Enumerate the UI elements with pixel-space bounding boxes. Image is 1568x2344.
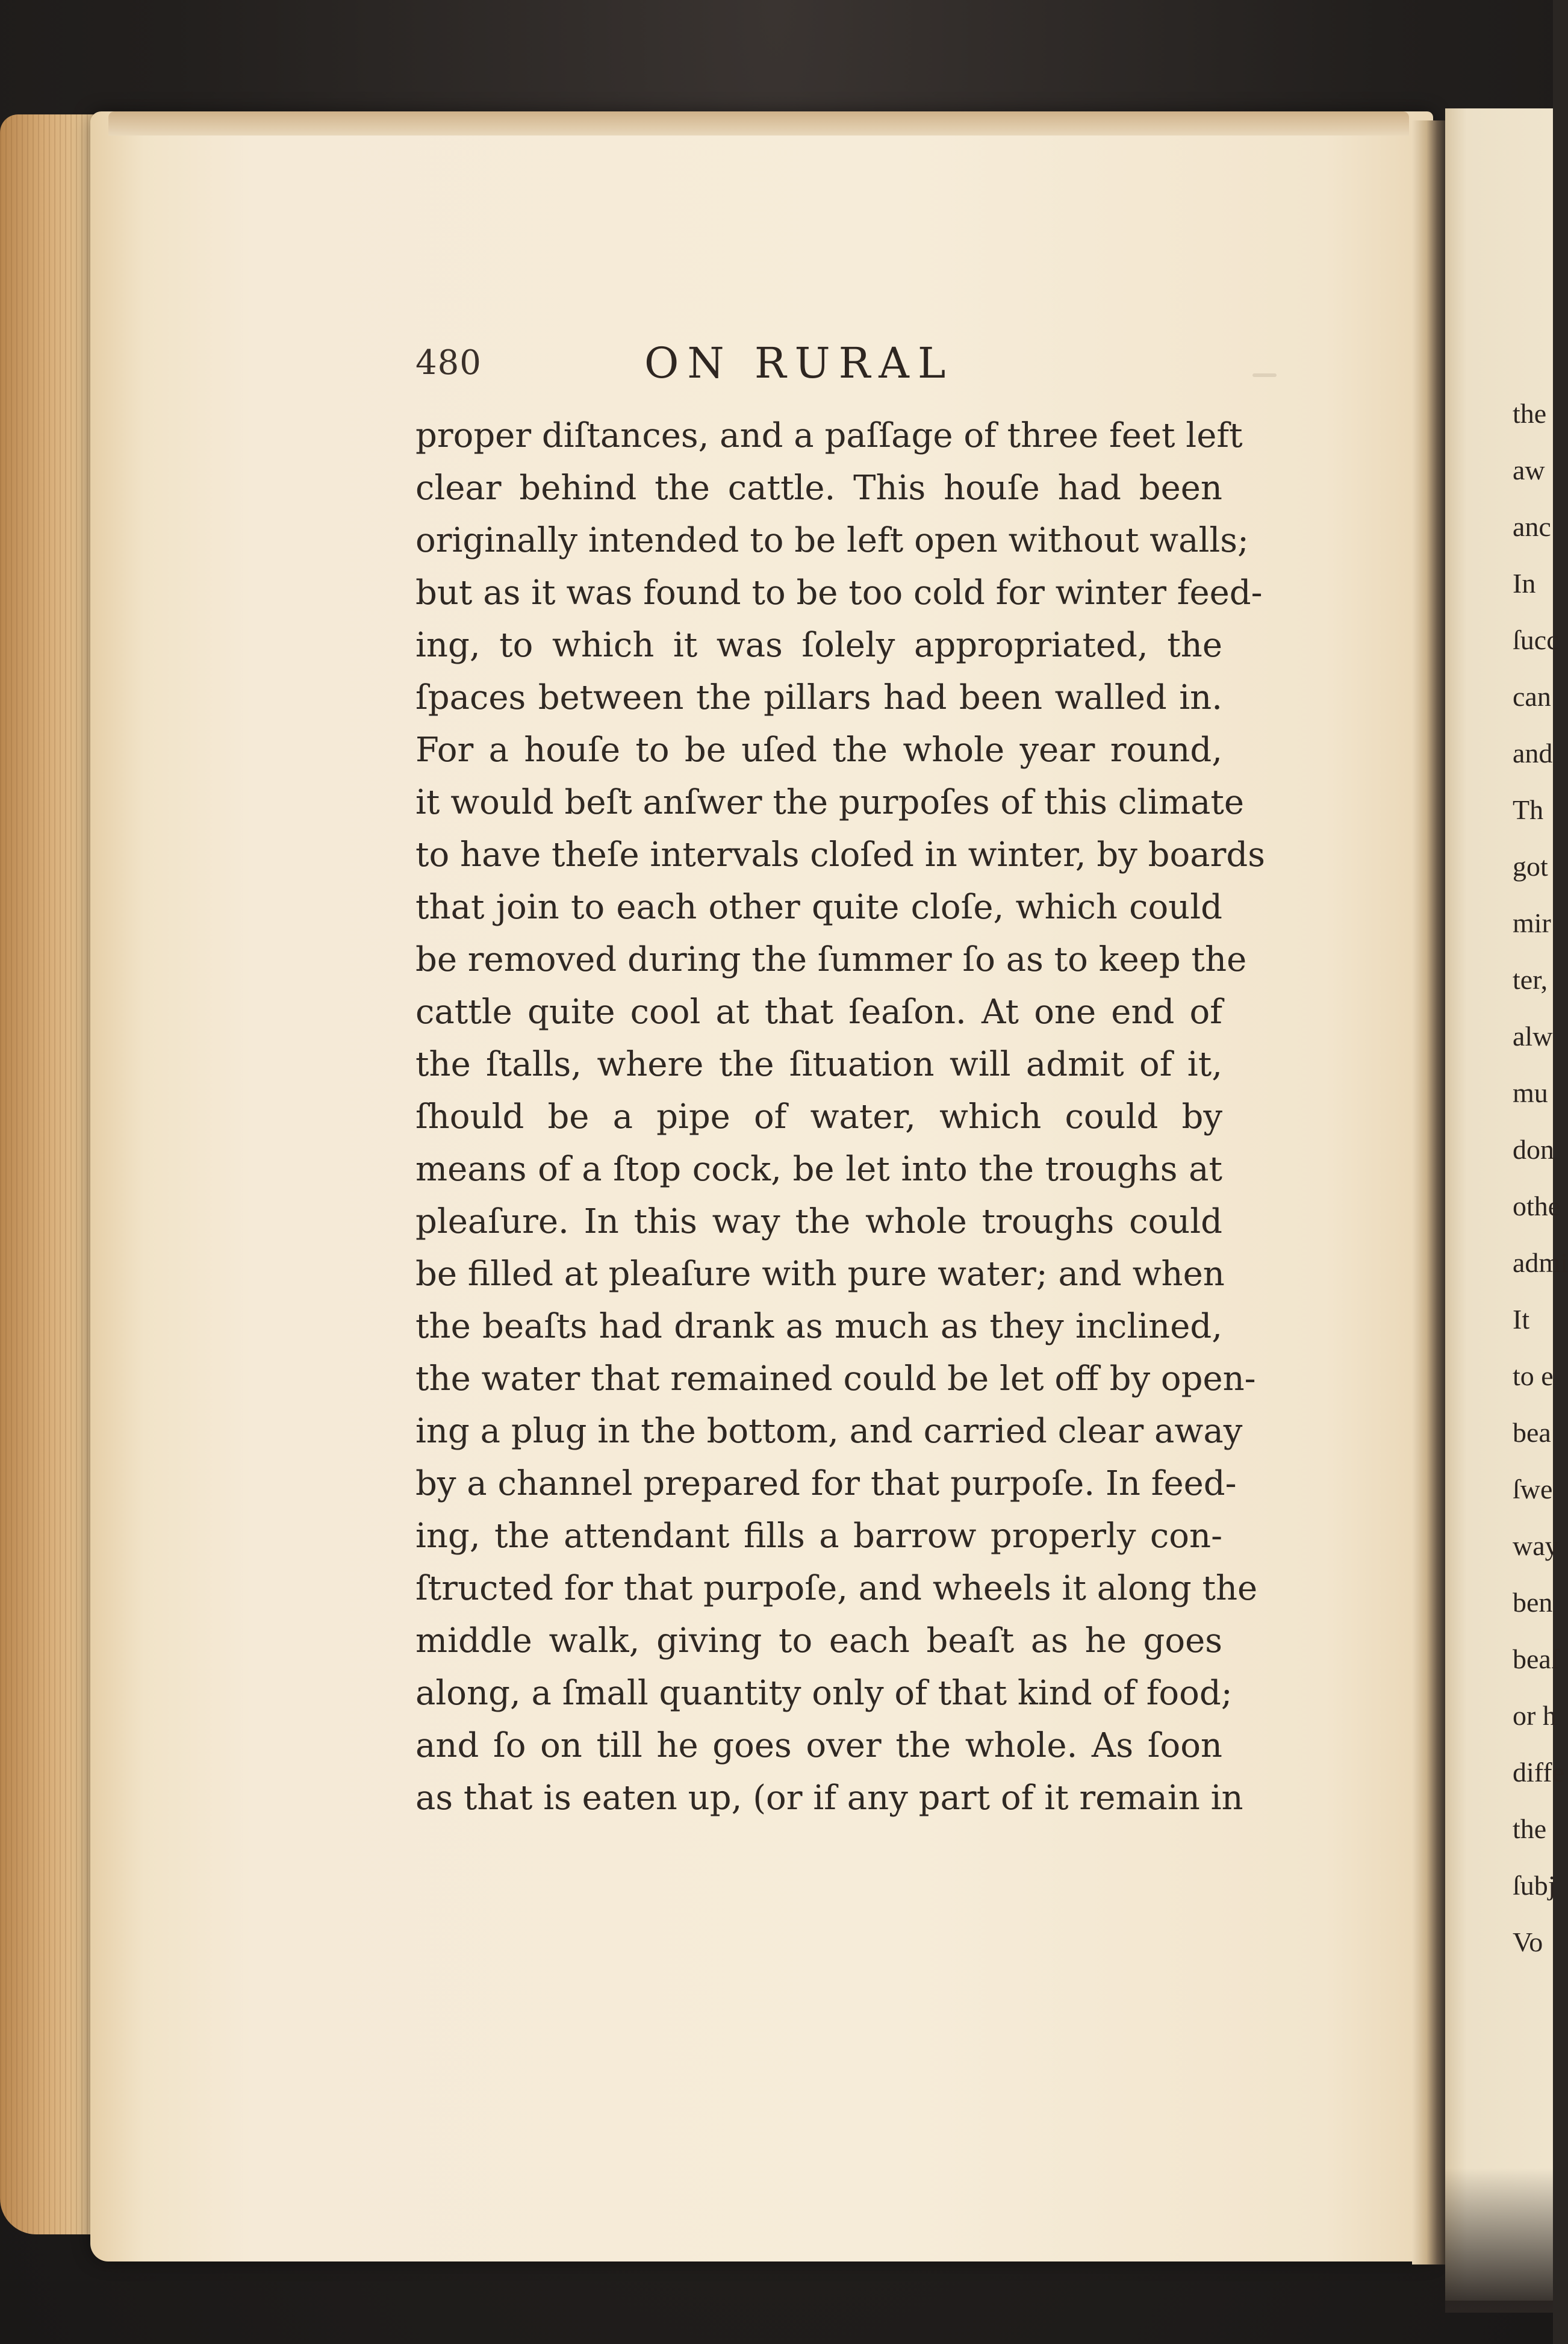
page-number: 480 (415, 343, 482, 382)
text-line: clear behind the cattle. This houſe had been (415, 469, 1222, 508)
page-header (415, 338, 1246, 397)
text-line: along, a ſmall quantity only of that kind of food; (415, 1674, 1233, 1713)
text-line: be filled at pleaſure with pure water; and when (415, 1255, 1225, 1294)
facing-fragment: Th (1513, 794, 1544, 825)
facing-fragment: got (1513, 851, 1548, 882)
facing-fragment: mu (1513, 1077, 1548, 1108)
text-line: ing a plug in the bottom, and carried clear away (415, 1412, 1243, 1451)
text-line: and ſo on till he goes over the whole. As ſoon (415, 1726, 1222, 1765)
book-gutter (1412, 120, 1448, 2265)
text-line: originally intended to be left open without walls; (415, 521, 1249, 560)
text-line: ing, the attendant fills a barrow properly con- (415, 1516, 1222, 1556)
ink-mark (1252, 373, 1277, 377)
facing-fragment: beaſ (1513, 1644, 1559, 1674)
text-line: proper diſtances, and a paſſage of three feet left (415, 416, 1243, 455)
facing-fragment: bea (1513, 1417, 1551, 1448)
facing-fragment: admi (1513, 1247, 1568, 1278)
facing-fragment: mir (1513, 908, 1551, 938)
text-line: ſpaces between the pillars had been walled in. (415, 678, 1222, 717)
facing-fragment: anc (1513, 511, 1551, 542)
facing-fragment: and (1513, 738, 1553, 768)
facing-fragment: aw (1513, 455, 1545, 485)
facing-fragment: alw (1513, 1021, 1553, 1052)
text-line: by a channel prepared for that purpoſe. In feed- (415, 1464, 1237, 1503)
facing-fragment: the (1513, 1813, 1547, 1844)
text-line: as that is eaten up, (or if any part of it remain in (415, 1778, 1243, 1818)
facing-fragment: Vo (1513, 1927, 1543, 1957)
page-top-edge (108, 111, 1409, 136)
text-line: be removed during the ſummer ſo as to keep the (415, 940, 1247, 979)
text-line: pleaſure. In this way the whole troughs could (415, 1202, 1222, 1241)
facing-fragment: ſubj (1513, 1870, 1556, 1901)
text-line: ing, to which it was ſolely appropriated, the (415, 626, 1222, 665)
text-line: the ſtalls, where the ſituation will admit of it, (415, 1045, 1222, 1084)
facing-fragment: ben (1513, 1587, 1553, 1618)
facing-fragment: way (1513, 1530, 1559, 1561)
text-line: the water that remained could be let off by open- (415, 1359, 1256, 1398)
text-line: middle walk, giving to each beaſt as he goes (415, 1621, 1222, 1660)
text-line: For a houſe to be uſed the whole year round, (415, 731, 1222, 770)
running-title: ON RURAL (644, 338, 954, 388)
text-line: to have theſe intervals cloſed in winter, by boards (415, 835, 1265, 874)
text-line: means of a ſtop cock, be let into the troughs at (415, 1150, 1222, 1189)
facing-fragment: the (1513, 398, 1547, 429)
facing-fragment: It (1513, 1304, 1530, 1335)
facing-fragment: diffe (1513, 1757, 1565, 1788)
text-line: that join to each other quite cloſe, which could (415, 888, 1222, 927)
text-line: cattle quite cool at that ſeaſon. At one end of (415, 993, 1222, 1032)
body-text (415, 410, 1265, 1824)
facing-fragment: ter, (1513, 964, 1548, 995)
facing-page-shadow (1445, 2168, 1553, 2313)
facing-fragment: or h (1513, 1700, 1557, 1731)
text-line: but as it was found to be too cold for winter feed- (415, 573, 1263, 612)
facing-fragment: don (1513, 1134, 1554, 1165)
facing-fragment: ſwe (1513, 1474, 1553, 1504)
text-line: it would beſt anſwer the purpoſes of this climate (415, 783, 1245, 822)
facing-page-text (1513, 385, 1568, 1971)
facing-fragment: othe (1513, 1191, 1561, 1221)
text-line: the beaſts had drank as much as they inclined, (415, 1307, 1222, 1346)
text-line: ſtructed for that purpoſe, and wheels it along the (415, 1569, 1258, 1608)
facing-fragment: to e (1513, 1361, 1554, 1391)
facing-fragment: ſucc (1513, 625, 1559, 655)
facing-fragment: In (1513, 568, 1536, 599)
facing-fragment: can (1513, 681, 1551, 712)
text-line: ſhould be a pipe of water, which could by (415, 1097, 1222, 1136)
